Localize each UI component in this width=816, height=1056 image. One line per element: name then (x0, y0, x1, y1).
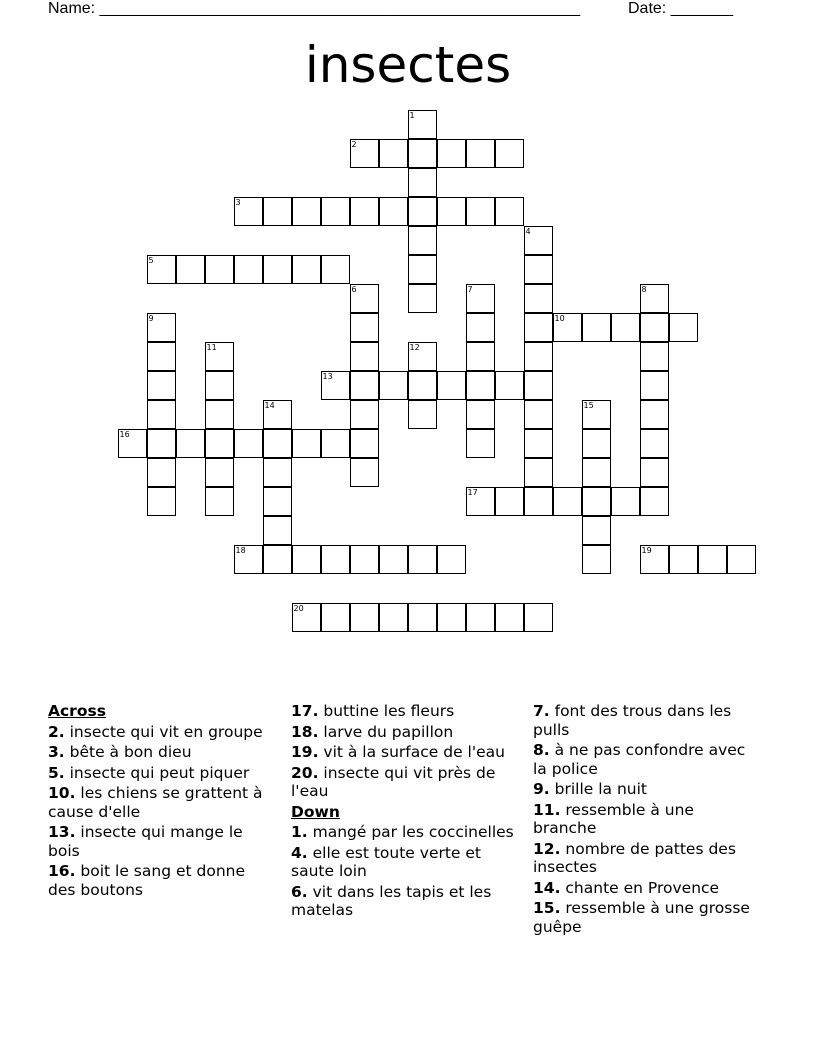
grid-cell[interactable] (176, 255, 205, 284)
clue-number: 3 (235, 197, 241, 207)
grid-cell[interactable] (408, 139, 437, 168)
grid-cell[interactable] (292, 197, 321, 226)
grid-cell[interactable] (408, 255, 437, 284)
grid-cell[interactable] (495, 603, 524, 632)
clues-column-2 (291, 702, 519, 922)
grid-cell[interactable] (350, 545, 379, 574)
grid-cell[interactable] (408, 371, 437, 400)
grid-cell[interactable] (350, 400, 379, 429)
grid-cell[interactable] (669, 313, 698, 342)
grid-cell[interactable] (147, 487, 176, 516)
grid-cell[interactable] (553, 487, 582, 516)
clue-item (291, 764, 519, 801)
grid-cell[interactable] (466, 487, 495, 516)
grid-cell[interactable] (147, 458, 176, 487)
clue-item (533, 899, 761, 936)
grid-cell[interactable] (350, 139, 379, 168)
clue-item (533, 840, 761, 877)
grid-cell[interactable] (640, 487, 669, 516)
grid-cell[interactable] (350, 371, 379, 400)
grid-cell[interactable] (292, 429, 321, 458)
clue-number-label: 5. (48, 763, 65, 782)
grid-cell[interactable] (524, 458, 553, 487)
clue-number: 14 (264, 400, 275, 410)
grid-cell[interactable] (234, 255, 263, 284)
grid-cell[interactable] (350, 458, 379, 487)
grid-cell[interactable] (292, 603, 321, 632)
clue-item (48, 862, 276, 899)
clue-text: mangé par les coccinelles (307, 823, 514, 841)
clue-number-label: 18. (291, 722, 319, 741)
clue-item (291, 702, 519, 721)
clue-number: 11 (206, 342, 217, 352)
clue-number-label: 3. (48, 743, 65, 761)
clue-number-label: 16. (48, 862, 76, 880)
grid-cell[interactable] (640, 313, 669, 342)
clue-number-label: 12. (533, 839, 561, 858)
clue-text: à ne pas confondre avec la police (533, 741, 746, 778)
grid-cell[interactable] (321, 255, 350, 284)
grid-cell[interactable] (234, 429, 263, 458)
grid-cell[interactable] (205, 255, 234, 284)
grid-cell[interactable] (524, 371, 553, 400)
clue-item (533, 702, 761, 739)
grid-cell[interactable] (408, 545, 437, 574)
grid-cell[interactable] (524, 400, 553, 429)
clue-item (533, 780, 761, 799)
clue-number: 10 (554, 313, 565, 323)
grid-cell[interactable] (263, 545, 292, 574)
grid-cell[interactable] (379, 371, 408, 400)
grid-cell[interactable] (466, 139, 495, 168)
clue-number: 19 (641, 545, 652, 555)
grid-cell[interactable] (321, 197, 350, 226)
grid-cell[interactable] (466, 342, 495, 371)
grid-cell[interactable] (350, 313, 379, 342)
grid-cell[interactable] (205, 458, 234, 487)
grid-cell[interactable] (321, 429, 350, 458)
grid-cell[interactable] (466, 284, 495, 313)
grid-cell[interactable] (292, 545, 321, 574)
clue-item (533, 879, 761, 898)
clue-number-label: 9. (533, 780, 550, 798)
grid-cell[interactable] (234, 197, 263, 226)
grid-cell[interactable] (147, 371, 176, 400)
grid-cell[interactable] (379, 603, 408, 632)
clue-number-label: 2. (48, 722, 65, 741)
grid-cell[interactable] (640, 429, 669, 458)
grid-cell[interactable] (234, 545, 263, 574)
clue-text: ressemble à une grosse guêpe (533, 899, 750, 936)
clue-number: 18 (235, 545, 246, 555)
grid-cell[interactable] (321, 545, 350, 574)
grid-cell[interactable] (205, 371, 234, 400)
grid-cell[interactable] (495, 197, 524, 226)
grid-cell[interactable] (466, 603, 495, 632)
clues-column-1 (48, 702, 276, 901)
grid-cell[interactable] (147, 313, 176, 342)
clue-number: 7 (467, 284, 473, 294)
clue-number: 15 (583, 400, 594, 410)
grid-cell[interactable] (640, 545, 669, 574)
grid-cell[interactable] (437, 371, 466, 400)
grid-cell[interactable] (263, 458, 292, 487)
clue-text: bête à bon dieu (64, 743, 192, 761)
grid-cell[interactable] (524, 429, 553, 458)
clue-number-label: 15. (533, 899, 561, 917)
grid-cell[interactable] (408, 400, 437, 429)
grid-cell[interactable] (350, 603, 379, 632)
clue-number: 6 (351, 284, 357, 294)
clue-text: les chiens se grattent à cause d'elle (48, 784, 263, 821)
clue-number: 2 (351, 139, 357, 149)
grid-cell[interactable] (582, 458, 611, 487)
grid-cell[interactable] (495, 487, 524, 516)
clue-item (48, 823, 276, 860)
grid-cell[interactable] (118, 429, 147, 458)
grid-cell[interactable] (640, 458, 669, 487)
clue-text: font des trous dans les pulls (533, 702, 732, 739)
grid-cell[interactable] (495, 371, 524, 400)
clue-item (291, 823, 519, 842)
clue-text: elle est toute verte et saute loin (291, 843, 482, 880)
clue-text: chante en Provence (560, 878, 720, 897)
clue-text: vit dans les tapis et les matelas (291, 882, 492, 919)
clue-text: larve du papillon (318, 722, 454, 741)
grid-cell[interactable] (408, 342, 437, 371)
grid-cell[interactable] (408, 110, 437, 139)
grid-cell[interactable] (437, 139, 466, 168)
clue-number-label: 8. (533, 741, 550, 759)
grid-cell[interactable] (466, 429, 495, 458)
clue-item (291, 844, 519, 881)
grid-cell[interactable] (350, 284, 379, 313)
grid-cell[interactable] (147, 342, 176, 371)
clue-number-label: 17. (291, 702, 319, 720)
grid-cell[interactable] (524, 487, 553, 516)
clue-number: 20 (293, 603, 304, 613)
grid-cell[interactable] (524, 603, 553, 632)
grid-cell[interactable] (611, 487, 640, 516)
grid-cell[interactable] (205, 400, 234, 429)
grid-cell[interactable] (321, 603, 350, 632)
grid-cell[interactable] (205, 429, 234, 458)
clue-number-label: 13. (48, 823, 76, 841)
grid-cell[interactable] (582, 516, 611, 545)
clue-number-label: 1. (291, 823, 308, 841)
clue-text: nombre de pattes des insectes (533, 839, 736, 876)
grid-cell[interactable] (524, 226, 553, 255)
grid-cell[interactable] (582, 545, 611, 574)
grid-cell[interactable] (292, 255, 321, 284)
grid-cell[interactable] (524, 255, 553, 284)
clue-number-label: 19. (291, 743, 319, 761)
grid-cell[interactable] (408, 226, 437, 255)
grid-cell[interactable] (263, 429, 292, 458)
grid-cell[interactable] (640, 284, 669, 313)
clue-number-label: 11. (533, 800, 561, 819)
grid-cell[interactable] (147, 429, 176, 458)
grid-cell[interactable] (147, 400, 176, 429)
grid-cell[interactable] (495, 139, 524, 168)
clue-number: 16 (119, 429, 130, 439)
clue-text: buttine les fleurs (318, 702, 455, 720)
grid-cell[interactable] (640, 342, 669, 371)
clue-item (533, 741, 761, 778)
grid-cell[interactable] (524, 313, 553, 342)
clue-text: ressemble à une branche (533, 800, 694, 837)
grid-cell[interactable] (408, 168, 437, 197)
page-title: insectes (304, 36, 512, 94)
grid-cell[interactable] (524, 342, 553, 371)
clue-number: 9 (148, 313, 154, 323)
clue-item (48, 764, 276, 783)
clue-item (291, 723, 519, 742)
clue-text: insecte qui mange le bois (48, 823, 243, 860)
grid-cell[interactable] (524, 284, 553, 313)
grid-cell[interactable] (205, 342, 234, 371)
clue-item (291, 883, 519, 920)
grid-cell[interactable] (263, 197, 292, 226)
clue-number-label: 4. (291, 843, 308, 862)
clue-number: 13 (322, 371, 333, 381)
grid-cell[interactable] (408, 284, 437, 313)
clue-item (48, 784, 276, 821)
grid-cell[interactable] (437, 197, 466, 226)
clue-number: 5 (148, 255, 154, 265)
clue-number: 12 (409, 342, 420, 352)
grid-cell[interactable] (582, 313, 611, 342)
clue-item (291, 743, 519, 762)
grid-cell[interactable] (321, 371, 350, 400)
clue-number: 1 (409, 110, 415, 120)
name-field[interactable]: Name: ______________________________________________________ (48, 0, 581, 17)
grid-cell[interactable] (263, 400, 292, 429)
grid-cell[interactable] (205, 487, 234, 516)
grid-cell[interactable] (350, 342, 379, 371)
grid-cell[interactable] (640, 400, 669, 429)
clue-number: 4 (525, 226, 531, 236)
grid-cell[interactable] (379, 545, 408, 574)
grid-cell[interactable] (727, 545, 756, 574)
grid-cell[interactable] (466, 197, 495, 226)
grid-cell[interactable] (350, 429, 379, 458)
clue-number-label: 20. (291, 763, 319, 782)
grid-cell[interactable] (698, 545, 727, 574)
clue-text: insecte qui vit en groupe (64, 722, 263, 741)
grid-cell[interactable] (176, 429, 205, 458)
clue-number: 17 (467, 487, 478, 497)
clue-text: boit le sang et donne des boutons (48, 862, 246, 899)
clue-text: insecte qui vit près de l'eau (291, 763, 496, 800)
clue-item (48, 723, 276, 742)
clue-item (533, 801, 761, 838)
grid-cell[interactable] (582, 400, 611, 429)
down-heading: Down (291, 802, 340, 821)
clue-item (48, 743, 276, 762)
grid-cell[interactable] (582, 429, 611, 458)
clue-number-label: 6. (291, 882, 308, 901)
grid-cell[interactable] (611, 313, 640, 342)
grid-cell[interactable] (408, 197, 437, 226)
grid-cell[interactable] (263, 255, 292, 284)
grid-cell[interactable] (263, 516, 292, 545)
grid-cell[interactable] (379, 139, 408, 168)
grid-cell[interactable] (466, 371, 495, 400)
grid-cell[interactable] (669, 545, 698, 574)
clue-text: brille la nuit (549, 780, 647, 798)
grid-cell[interactable] (408, 603, 437, 632)
date-field[interactable]: Date: _______ (628, 0, 733, 17)
clue-number-label: 10. (48, 784, 76, 802)
grid-cell[interactable] (350, 197, 379, 226)
clue-text: insecte qui peut piquer (64, 763, 250, 782)
grid-cell[interactable] (640, 371, 669, 400)
grid-cell[interactable] (263, 487, 292, 516)
clue-text: vit à la surface de l'eau (318, 743, 505, 761)
clue-number: 8 (641, 284, 647, 294)
clue-number-label: 7. (533, 702, 550, 720)
across-heading: Across (48, 702, 106, 720)
clues-column-3 (533, 702, 761, 938)
grid-cell[interactable] (437, 603, 466, 632)
clue-number-label: 14. (533, 878, 561, 897)
grid-cell[interactable] (147, 255, 176, 284)
grid-cell[interactable] (553, 313, 582, 342)
grid-cell[interactable] (437, 545, 466, 574)
grid-cell[interactable] (466, 313, 495, 342)
grid-cell[interactable] (466, 400, 495, 429)
grid-cell[interactable] (582, 487, 611, 516)
grid-cell[interactable] (379, 197, 408, 226)
